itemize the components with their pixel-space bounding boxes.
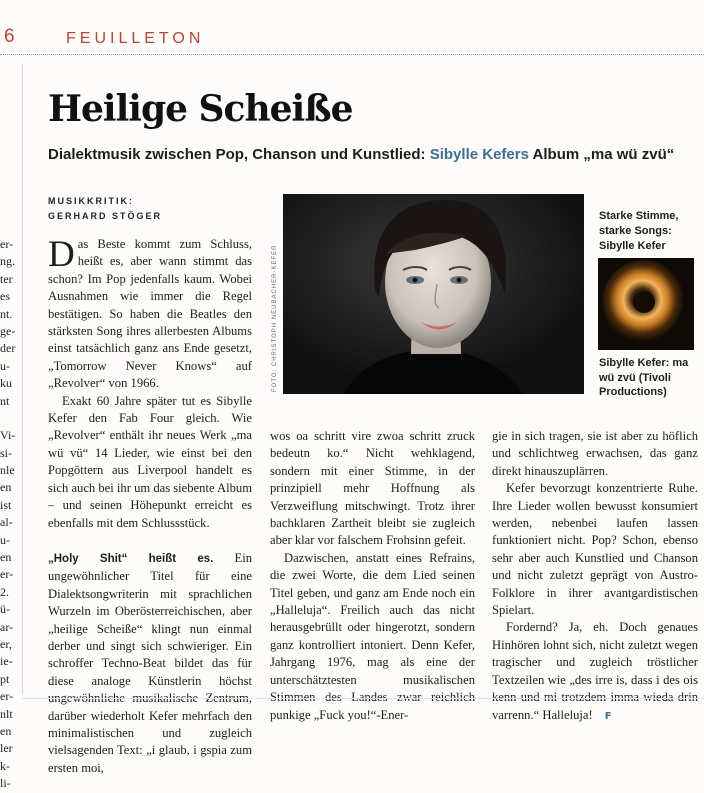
article-paragraph-text: as Beste kommt zum Schluss, heißt es, aber wann stimmt das schon? Im Pop jedenfalls kaum. Wobei Ausnahmen wie immer die Regel bestätigen. So haben die Beatles den stärksten Song ihres allerbesten Albums einst tatsächlich ganz ans Ende gesetzt, „Tomorrow Never Knows“ auf „Revolver“ von 1966.	[48, 237, 252, 391]
previous-article-fragments	[0, 236, 20, 793]
album-cover	[598, 258, 694, 350]
fragment-line: k-	[0, 758, 10, 773]
fragment-line: ge-	[0, 323, 16, 338]
paragraph-lead: „Holy Shit“ heißt es.	[48, 552, 214, 565]
fragment-line: er-	[0, 689, 14, 704]
fragment-line: nt.	[0, 306, 13, 321]
article-paragraph-text: Ein ungewöhnlicher Titel für eine Dialektsongwriterin mit sprachlichen Wurzeln im Oberösterreichischen, aber „heilige Scheiße“ klingt nun einmal derber und singt sich schwieriger. Ein schroffer Techno-Beat bildet das für diese analoge Künstlerin höchst ungewöhnliche musikalische Zentrum, darüber wiederholt Kefer mehrfach den minimalistischen und zugleich vielsagenden Text: „i glaub, i gspia zum ersten moi,	[48, 550, 252, 775]
photo-credit	[270, 244, 284, 394]
article-paragraph: gie in sich tragen, sie ist aber zu höflich und schlichtweg erwachsen, das ganz direkt hinauszuplärren.	[492, 429, 698, 478]
fragment-line: nt	[0, 393, 10, 408]
fragment-line: nlt	[0, 706, 13, 721]
article-paragraph	[492, 619, 698, 724]
fragment-line: Vi-	[0, 428, 16, 443]
fragment-line: ie-	[0, 654, 13, 669]
fragment-line: es	[0, 289, 10, 304]
fragment-line: ter	[0, 271, 13, 286]
article-paragraph: Kefer bevorzugt konzentrierte Ruhe. Ihre Lieder wollen bewusst konsumiert werden, nebenbei laufen lassen funktioniert nicht. Pop? Schon, ebenso sehr aber auch Kunstlied und Chanson und nicht zuletzt geprägt von Austro-Folklore in ihrer avantgardistischen Spielart.	[492, 481, 698, 618]
page-header	[0, 0, 704, 58]
section-title: FEUILLETON	[66, 30, 205, 47]
drop-cap: D	[48, 234, 75, 275]
fragment-line: 2.	[0, 584, 9, 599]
album-caption: Sibylle Kefer: ma wü zvü (Tivoli Productions)	[599, 357, 689, 398]
fragment-line: ng.	[0, 254, 15, 269]
fragment-line: ler	[0, 741, 13, 756]
byline-label: MUSIKKRITIK:	[48, 196, 134, 206]
fragment-line: u-	[0, 358, 10, 373]
photo-credit-text: FOTO: CHRISTOPH NEUBACHER-KEFER	[272, 244, 278, 392]
article-paragraph	[48, 550, 252, 777]
fragment-line: en	[0, 550, 12, 565]
fragment-line: ü-	[0, 602, 10, 617]
byline	[48, 194, 162, 224]
fragment-line: al-	[0, 515, 13, 530]
article-paragraph: Exakt 60 Jahre später tut es Sibylle Kefer den Fab Four gleich. Wie „Revolver“ enthält ihr neues Werk „ma wü vü“ 14 Lieder, wie einst bei den Popgöttern aus Liverpool handelt es sich auch bei ihr um das siebente Album – und seinen Höhepunkt erreicht es ebenfalls mit dem Schlussstück.	[48, 393, 252, 530]
article-column-3	[492, 428, 698, 725]
fragment-line	[0, 410, 20, 427]
article-paragraph	[48, 236, 252, 393]
fragment-line: u-	[0, 532, 10, 547]
fragment-line: si-	[0, 445, 12, 460]
fragment-line: der	[0, 341, 16, 356]
header-divider	[0, 54, 704, 55]
article-paragraph: wos oa schritt vire zwoa schritt zruck bedeutn ko.“ Nicht wehklagend, sondern mit einer Stimme, in der prinzipiell mehr Hoffnung als Verzweiflung mitschwingt. Trotz ihrer bachklaren Zartheit bleibt sie zugleich aber klar vor falschem Frohsinn gefeit.	[270, 429, 475, 548]
fragment-line: en	[0, 723, 12, 738]
fragment-line: er-	[0, 237, 14, 251]
fragment-line: ist	[0, 497, 12, 512]
falter-end-mark-icon: F	[604, 710, 612, 722]
subheadline	[48, 146, 698, 163]
fragment-line: en	[0, 480, 12, 495]
fragment-line: pt	[0, 671, 10, 686]
artist-photo	[283, 194, 584, 394]
subhead-artist: Sibylle Kefers	[429, 146, 529, 163]
article-column-2	[270, 428, 475, 724]
fragment-line: er-	[0, 567, 14, 582]
subhead-album: Album „ma wü zvü“	[528, 146, 675, 163]
fragment-line: er,	[0, 636, 12, 651]
subhead-text: Dialektmusik zwischen Pop, Chanson und Kunstlied:	[48, 146, 430, 163]
byline-author: GERHARD STÖGER	[48, 211, 163, 221]
footer-divider	[22, 698, 704, 699]
fragment-line: nle	[0, 463, 15, 478]
fragment-line: ar-	[0, 619, 14, 634]
fragment-line: li-	[0, 776, 11, 791]
photo-caption: Starke Stimme, starke Songs: Sibylle Kefer	[599, 210, 679, 252]
headline: Heilige Scheiße	[48, 88, 353, 130]
article-paragraph-text: Fordernd? Ja, eh. Doch genaues Hinhören lohnt sich, nicht zuletzt wegen tragischer und zugleich tröstlicher Textzeilen wie „des irre is, dass i des ois kenn und mi trotzdem imma wieda drin varrenn.“ Halleluja!	[492, 620, 698, 722]
article-paragraph: Dazwischen, anstatt eines Refrains, die zwei Worte, die dem Lied seinen Titel geben, und ganz am Ende noch ein „Halleluja“. Freilich auch das nicht herausgebrüllt oder hingerotzt, sondern ganz kontrolliert intoniert. Denn Kefer, Jahrgang 1976, mag als eine der unterschätztesten musikalischen Stimmen des Landes zwar reichlich punkige „Fuck you!“-Ener-	[270, 550, 475, 722]
column-divider	[22, 64, 23, 694]
page-number: 6	[4, 26, 17, 47]
article-column-1	[48, 236, 252, 777]
fragment-line: ku	[0, 376, 12, 391]
